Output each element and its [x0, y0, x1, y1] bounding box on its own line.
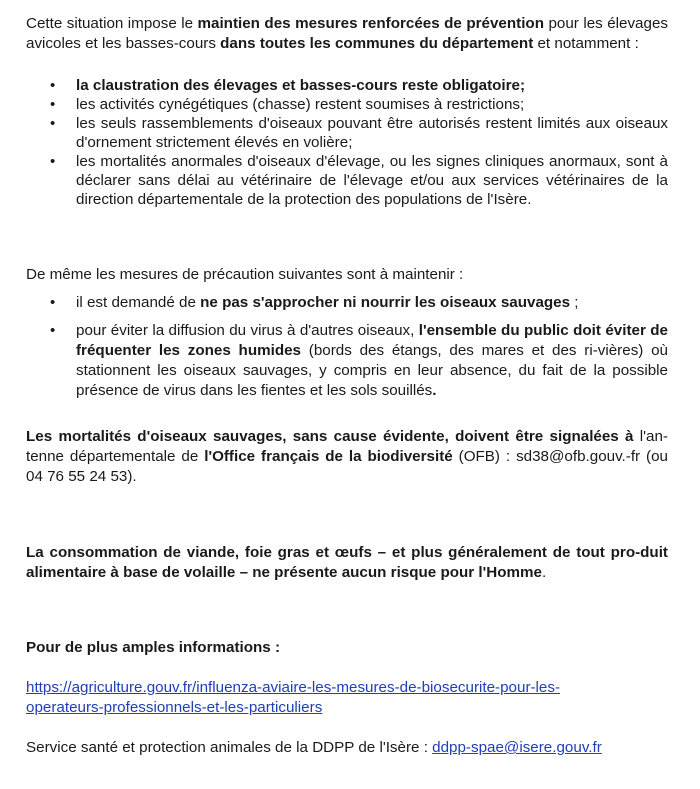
bullet-icon: • [50, 153, 56, 170]
measures-list [26, 76, 668, 209]
list-item: • les mortalités anormales d'oiseaux d'élevage, ou les signes cliniques anormaux, sont à déclarer sans délai au vétérinaire de l'élevage et/ou aux services vétérinaires de la direction départementale de la protection des populations de l'Isère. [50, 153, 668, 208]
consumption-paragraph: La consommation de viande, foie gras et œufs – et plus généralement de tout pro-duit alimentaire à base de volaille – ne présente aucun risque pour l'Homme. [26, 544, 668, 581]
service-paragraph: Service santé et protection animales de la DDPP de l'Isère : ddpp-spae@isere.gouv.fr [26, 739, 602, 756]
bullet-icon: • [50, 115, 56, 132]
service-email-link[interactable]: ddpp-spae@isere.gouv.fr [432, 739, 602, 756]
list-item: • il est demandé de ne pas s'approcher ni nourrir les oiseaux sauvages ; [50, 294, 579, 311]
bullet-icon: • [50, 322, 56, 339]
info-heading: Pour de plus amples informations : [26, 639, 281, 656]
intro-text-3: et notamment : [533, 35, 639, 52]
list-item: • les seuls rassemblements d'oiseaux pouvant être autorisés restent limités aux oiseaux d'ornement strictement élevés en volière; [50, 115, 668, 151]
list-item: • la claustration des élevages et basses-cours reste obligatoire; [50, 77, 526, 94]
precautions-list [26, 293, 668, 401]
list-item: • les activités cynégétiques (chasse) restent soumises à restrictions; [50, 96, 525, 113]
intro-bold-2: dans toutes les communes du département [220, 35, 534, 52]
intro-bold-1: maintien des mesures renforcées de prévention [197, 15, 544, 32]
intro-paragraph [26, 14, 668, 54]
intro-text-2: pour les élevages avicoles et les basses-cours [26, 15, 668, 52]
bullet-icon: • [50, 77, 56, 94]
wild-bold-1: Les mortalités d'oiseaux sauvages, sans cause évidente, doivent être signalées à [26, 428, 634, 445]
precautions-lead: De même les mesures de précaution suivantes sont à maintenir : [26, 266, 464, 283]
agriculture-link[interactable]: https://agriculture.gouv.fr/influenza-aviaire-les-mesures-de-biosecurite-pour-les- operateurs-professionnels-et-les-particuliers [26, 679, 561, 716]
list-item: • pour éviter la diffusion du virus à d'autres oiseaux, l'ensemble du public doit éviter de fréquenter les zones humides (bords des étangs, des mares et des ri-vières) où stationnent les oiseaux sauvages, y compris en leur absence, du fait de la possible présence de virus dans les fientes et les sols souillés. [50, 322, 668, 399]
wild-birds-paragraph: Les mortalités d'oiseaux sauvages, sans cause évidente, doivent être signalées à l'an-tenne départementale de l'Office français de la biodiversité (OFB) : sd38@ofb.gouv.-fr (ou 04 76 55 24 53). [26, 428, 668, 485]
bullet-icon: • [50, 294, 56, 311]
intro-text-1: Cette situation impose le [26, 15, 198, 32]
ofb-contact: (OFB) : sd38@ofb.gouv.-fr (ou 04 76 55 24 53). [26, 448, 668, 485]
info-link-paragraph [26, 678, 668, 718]
bullet-icon: • [50, 96, 56, 113]
ofb-name: l'Office français de la biodiversité [204, 448, 453, 465]
